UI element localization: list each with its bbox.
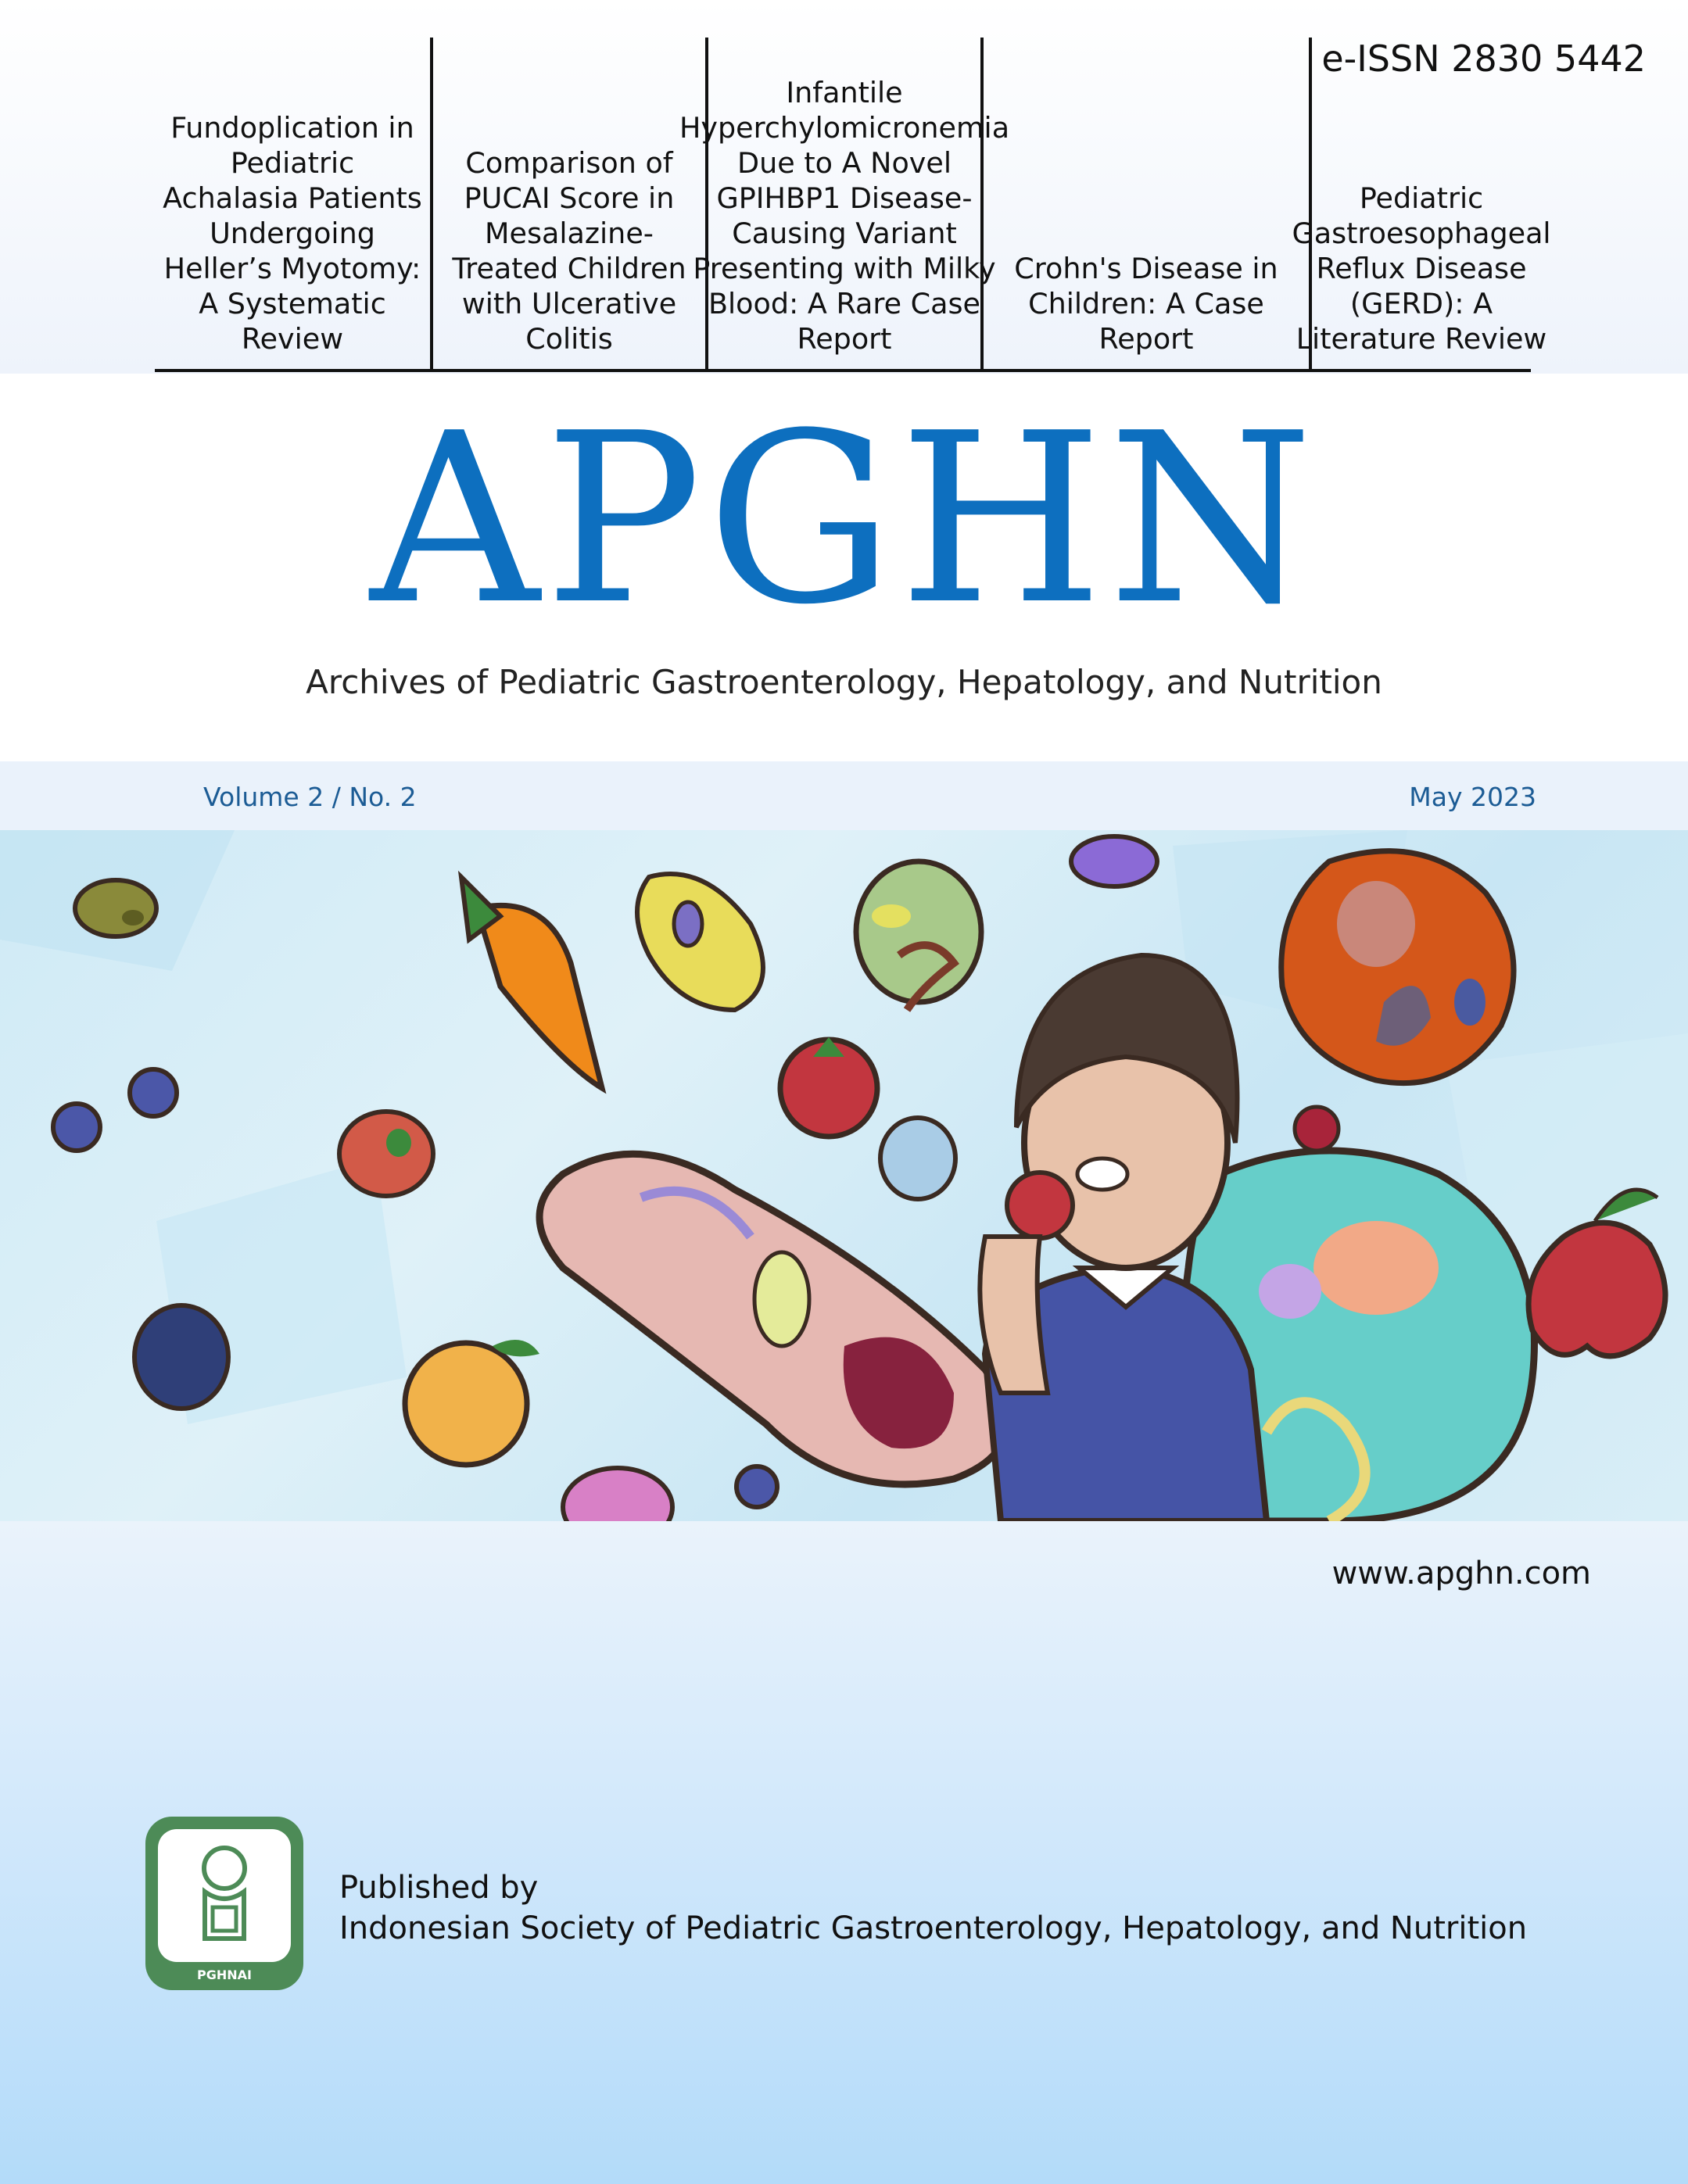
toc-article-2: Comparison of PUCAI Score in Mesalazine-Treated Children with Ulcerative Colitis bbox=[430, 38, 705, 369]
journal-full-name: Archives of Pediatric Gastroenterology, Hepatology, and Nutrition bbox=[306, 663, 1382, 701]
microbe-olive-icon bbox=[75, 880, 156, 936]
journal-masthead: APGHN bbox=[370, 383, 1318, 656]
cover-illustration bbox=[0, 830, 1688, 1521]
table-of-contents bbox=[155, 38, 1551, 372]
red-cell-icon bbox=[339, 1112, 433, 1196]
toc-article-3: Infantile Hyperchylomicronemia Due to A Novel GPIHBP1 Disease-Causing Variant Presenting with Milky Blood: A Rare Case Report bbox=[705, 38, 980, 369]
published-by-label: Published by bbox=[339, 1870, 539, 1906]
tomato-icon bbox=[780, 1037, 877, 1137]
toc-article-1: Fundoplication in Pediatric Achalasia Patients Undergoing Heller’s Myotomy: A Systematic Review bbox=[163, 111, 422, 356]
orange-fruit-icon bbox=[405, 1340, 539, 1465]
microbe-purple-icon bbox=[1071, 836, 1157, 886]
virus-orange-icon bbox=[1281, 851, 1514, 1083]
red-dot-icon bbox=[1295, 1107, 1339, 1151]
bacterium-pink-icon bbox=[539, 1154, 1006, 1484]
toc-article-4: Crohn's Disease in Children: A Case Report bbox=[980, 38, 1309, 369]
volume-number: Volume 2 / No. 2 bbox=[203, 782, 417, 812]
issue-date: May 2023 bbox=[1409, 782, 1536, 812]
illustration-svg bbox=[0, 830, 1688, 1521]
carrot-icon bbox=[461, 877, 602, 1088]
yellow-cell-icon bbox=[637, 874, 763, 1010]
toc-article-5: Pediatric Gastroesophageal Reflux Disease (GERD): A Literature Review bbox=[1309, 38, 1531, 369]
publisher-logo-text: PGHNAI bbox=[197, 1967, 252, 1982]
issn-number: e-ISSN 2830 5442 bbox=[1321, 38, 1646, 80]
green-cell-icon bbox=[856, 861, 981, 1010]
website-url[interactable]: www.apghn.com bbox=[1331, 1556, 1591, 1591]
blue-cell-icon bbox=[880, 1118, 955, 1199]
cell-pink-icon bbox=[563, 1468, 672, 1521]
publisher-name: Indonesian Society of Pediatric Gastroenterology, Hepatology, and Nutrition bbox=[339, 1910, 1528, 1946]
microbe-navy-icon bbox=[134, 1305, 228, 1409]
publisher-logo bbox=[142, 1813, 306, 1993]
